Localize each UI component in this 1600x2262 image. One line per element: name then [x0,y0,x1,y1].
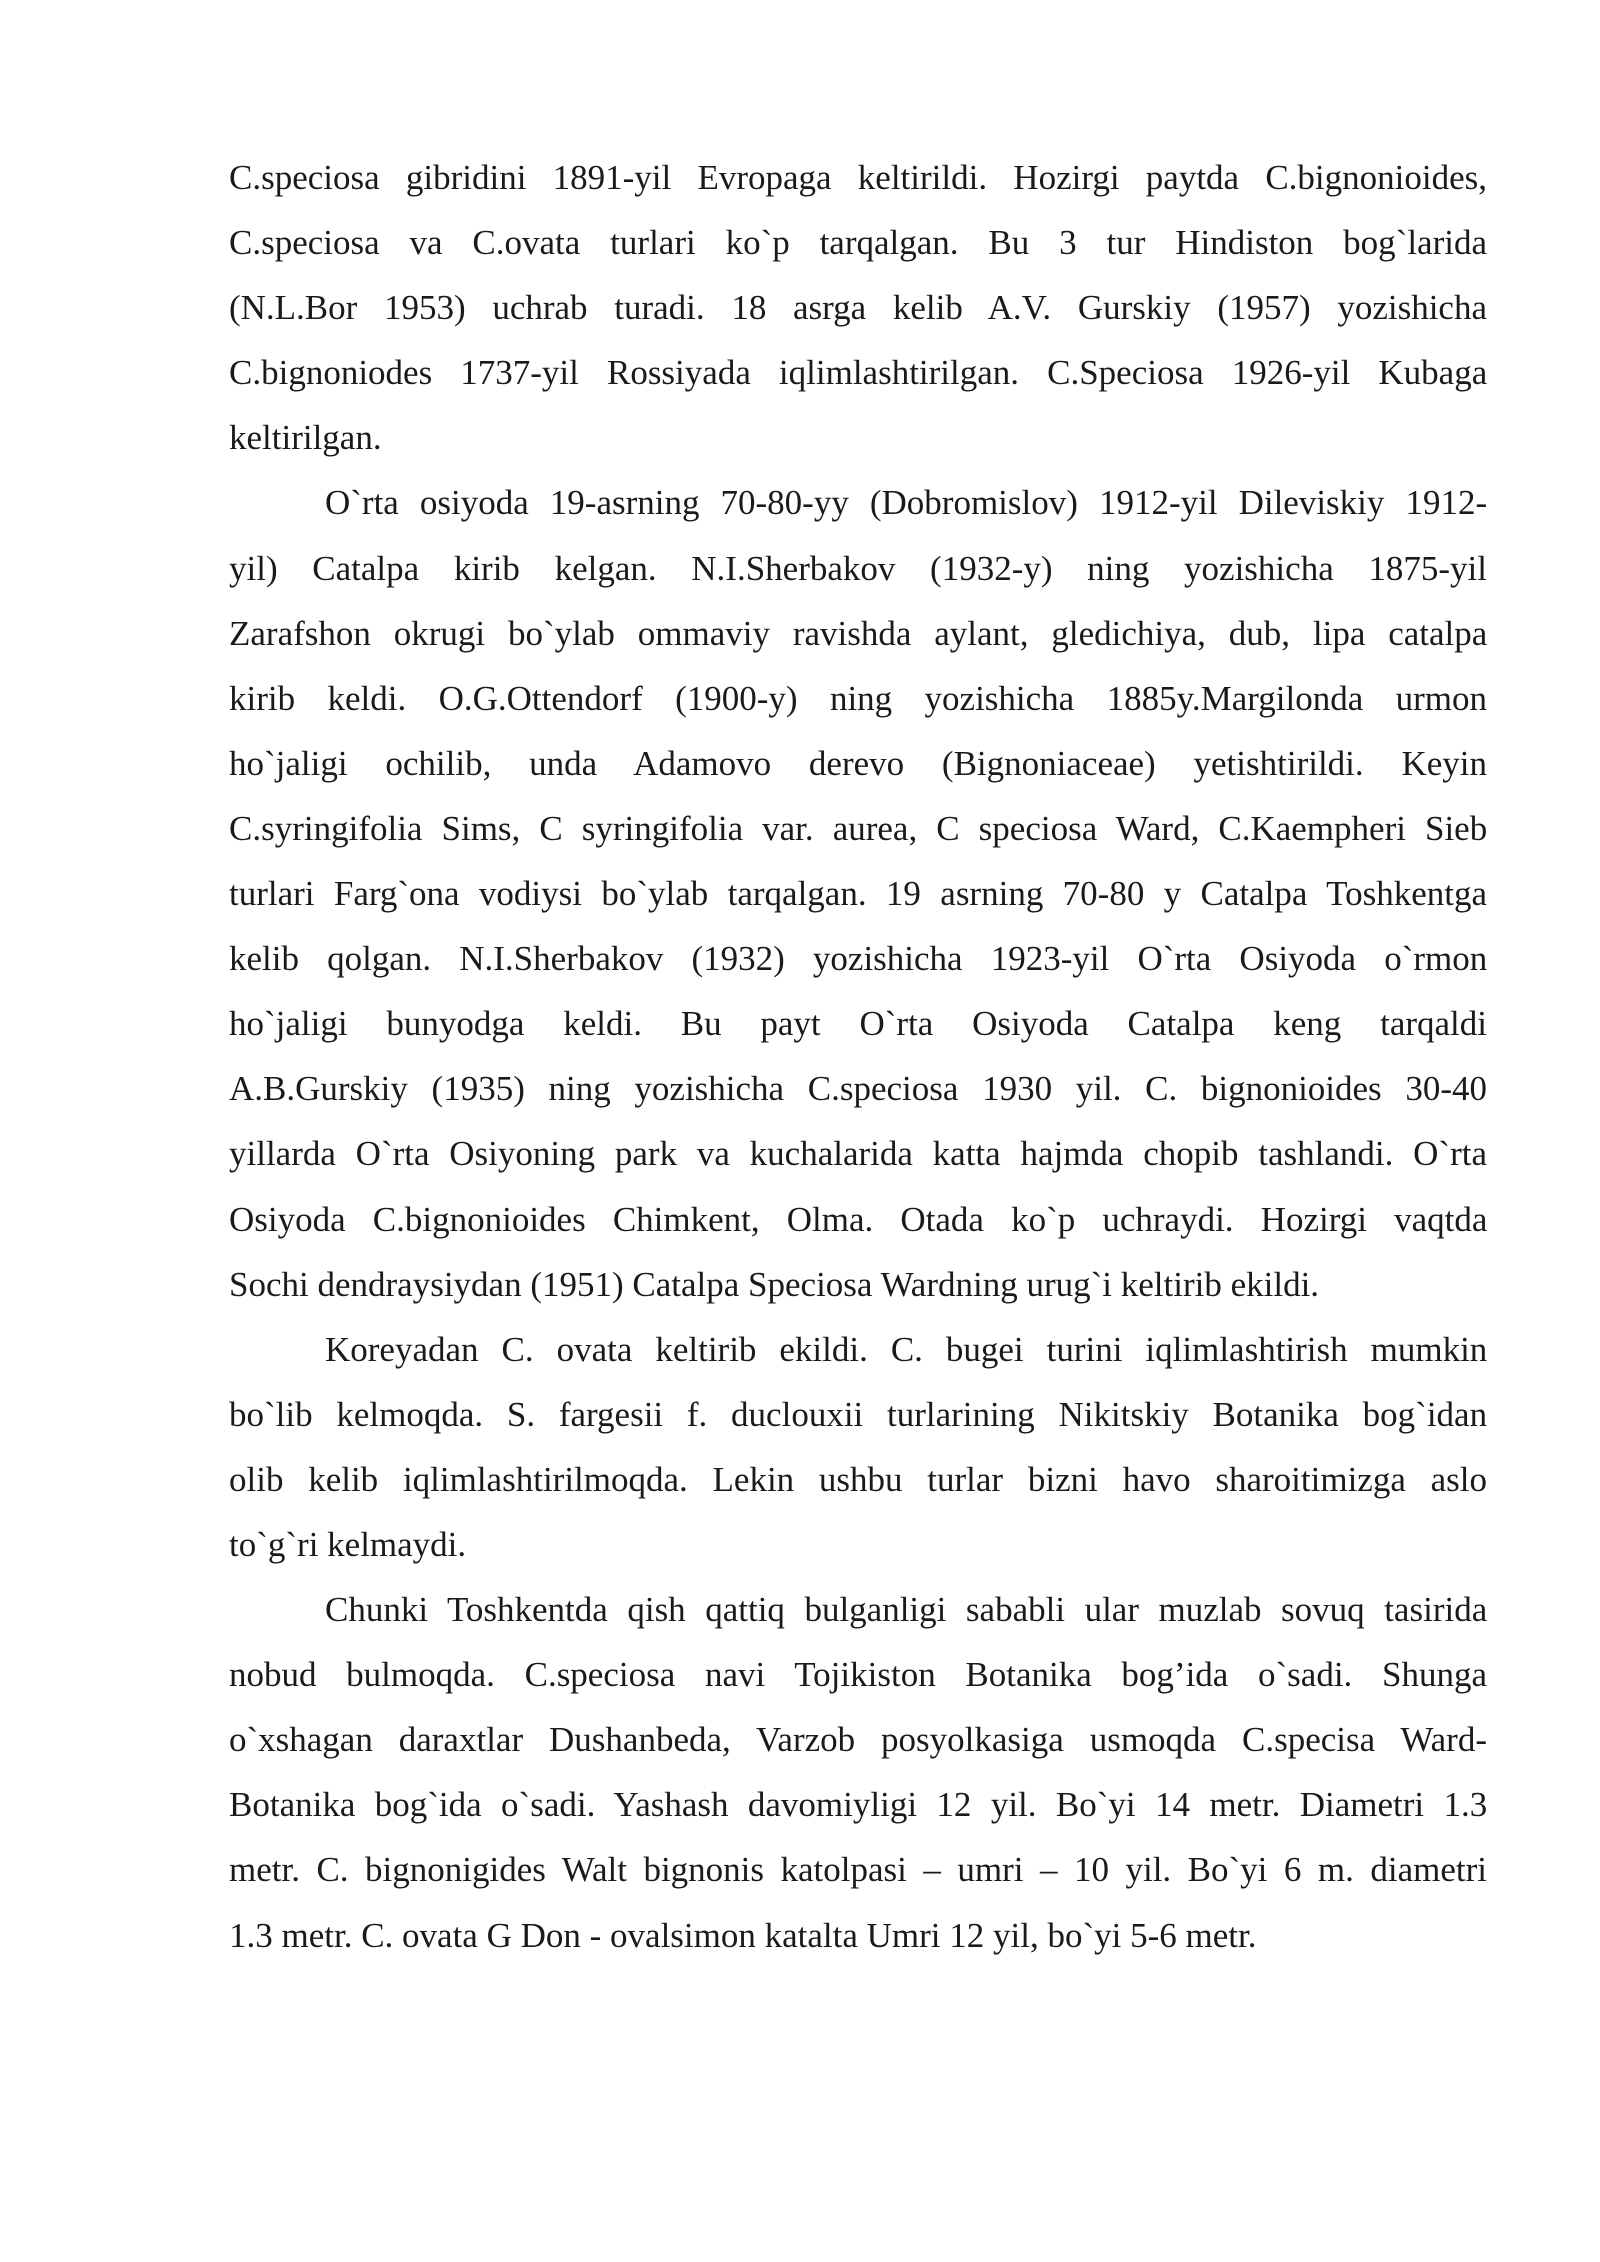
text-line: 1.3 metr. C. ovata G Don - ovalsimon katalta Umri 12 yil, bo`yi 5-6 metr. [229,1915,1257,1955]
text-line: yillarda O`rta Osiyoning park va kuchalarida katta hajmda chopib tashlandi. O`rta [229,1134,1487,1174]
text-line: turlari Farg`ona vodiysi bo`ylab tarqalgan. 19 asrning 70-80 y Catalpa Toshkentga [229,874,1487,914]
text-line: yil) Catalpa kirib kelgan. N.I.Sherbakov (1932-y) ning yozishicha 1875-yil [229,548,1487,588]
text-line: kirib keldi. O.G.Ottendorf (1900-y) ning yozishicha 1885y.Margilonda urmon [229,678,1487,718]
text-line: Koreyadan C. ovata keltirib ekildi. C. bugei turini iqlimlashtirish mumkin [325,1329,1488,1369]
text-line: (N.L.Bor 1953) uchrab turadi. 18 asrga kelib A.V. Gurskiy (1957) yozishicha [229,288,1487,328]
text-line: ho`jaligi ochilib, unda Adamovo derevo (Bignoniaceae) yetishtirildi. Keyin [229,743,1487,783]
document-body [229,145,1487,1968]
paragraph [229,1317,1487,1577]
text-line: C.speciosa gibridini 1891-yil Evropaga keltirildi. Hozirgi paytda C.bignonioides, [229,158,1487,197]
text-line: nobud bulmoqda. C.speciosa navi Tojikiston Botanika bog’ida o`sadi. Shunga [229,1655,1487,1695]
text-line: Zarafshon okrugi bo`ylab ommaviy ravishda aylant, gledichiya, dub, lipa catalpa [229,613,1488,653]
text-line: C.bignoniodes 1737-yil Rossiyada iqlimlashtirilgan. C.Speciosa 1926-yil Kubaga [229,353,1488,393]
text-line: bo`lib kelmoqda. S. fargesii f. duclouxii turlarining Nikitskiy Botanika bog`idan [229,1394,1488,1434]
paragraph [229,1577,1487,1968]
text-line: keltirilgan. [229,418,382,458]
paragraph [229,470,1487,1316]
text-line: Osiyoda C.bignonioides Chimkent, Olma. Otada ko`p uchraydi. Hozirgi vaqtda [229,1199,1488,1239]
text-line: to`g`ri kelmaydi. [229,1524,467,1564]
text-line: Chunki Toshkentda qish qattiq bulganligi sababli ular muzlab sovuq tasirida [325,1590,1488,1630]
text-line: o`xshagan daraxtlar Dushanbeda, Varzob posyolkasiga usmoqda C.specisa Ward- [229,1720,1487,1760]
text-line: Sochi dendraysiydan (1951) Catalpa Speciosa Wardning urug`i keltirib ekildi. [229,1264,1320,1304]
text-line: olib kelib iqlimlashtirilmoqda. Lekin ushbu turlar bizni havo sharoitimizga aslo [229,1459,1487,1499]
text-line: A.B.Gurskiy (1935) ning yozishicha C.speciosa 1930 yil. C. bignonioides 30-40 [229,1069,1487,1109]
text-line: metr. C. bignonigides Walt bignonis katolpasi – umri – 10 yil. Bo`yi 6 m. diametri [229,1850,1487,1890]
text-line: ho`jaligi bunyodga keldi. Bu payt O`rta Osiyoda Catalpa keng tarqaldi [229,1004,1487,1044]
text-line: C.speciosa va C.ovata turlari ko`p tarqalgan. Bu 3 tur Hindiston bog`larida [229,223,1487,263]
paragraph [229,145,1487,470]
text-line: Botanika bog`ida o`sadi. Yashash davomiyligi 12 yil. Bo`yi 14 metr. Diametri 1.3 [229,1785,1488,1825]
text-line: O`rta osiyoda 19-asrning 70-80-yy (Dobromislov) 1912-yil Dileviskiy 1912- [325,483,1488,523]
text-line: C.syringifolia Sims, C syringifolia var. aurea, C speciosa Ward, C.Kaempheri Sieb [229,808,1488,848]
text-line: kelib qolgan. N.I.Sherbakov (1932) yozishicha 1923-yil O`rta Osiyoda o`rmon [229,939,1488,979]
